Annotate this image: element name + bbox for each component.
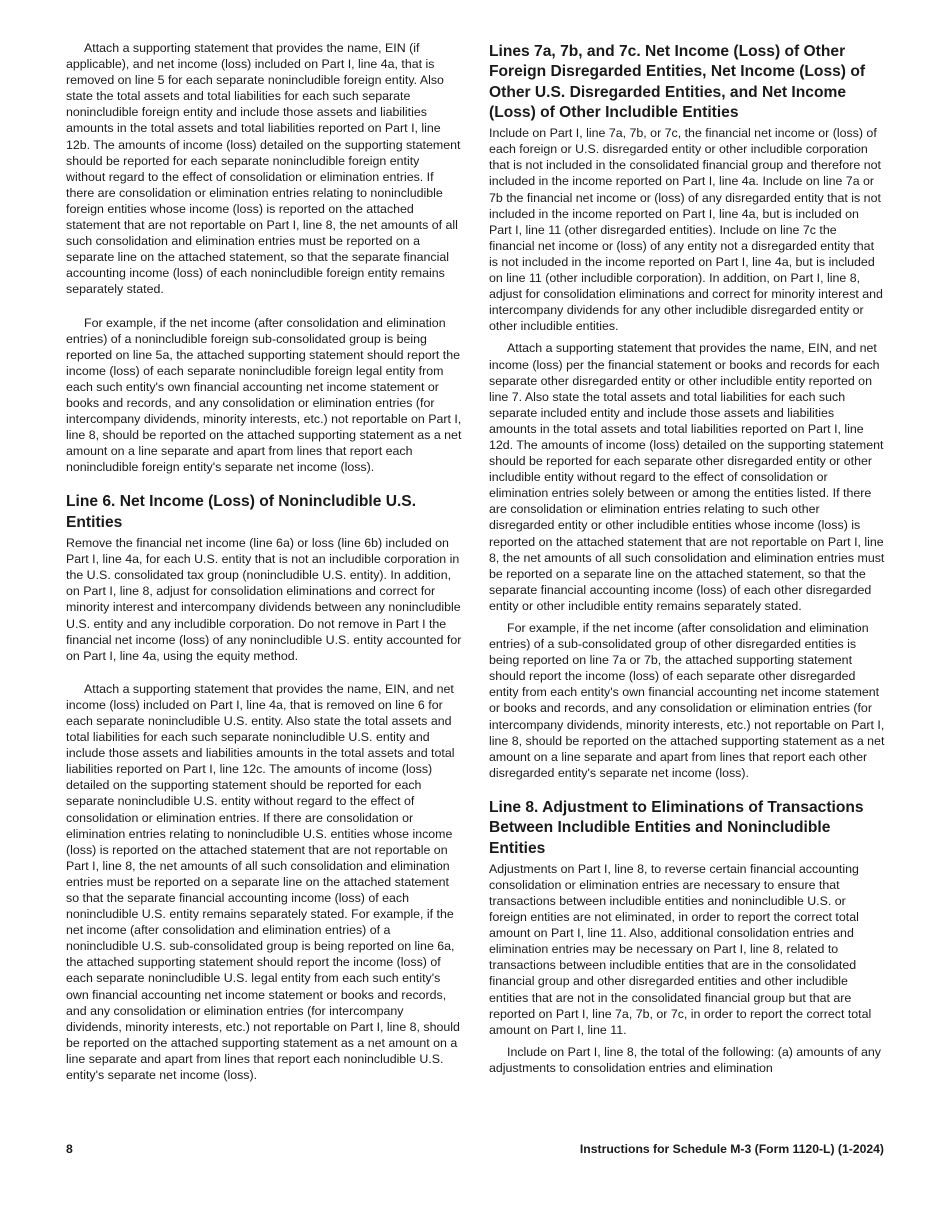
paragraph: For example, if the net income (after consolidation and elimination entries) of a sub-consolidated group of other disregarded entities is being reported on line 7a or 7b, the attached supporting statement should report the income (loss) of each separate other disregarded entity from each entity's own financial accounting net income statement or books and records, and any consolidation or elimination entries (for intercompany dividends, minority interests, etc.) not reportable on Part I, line 8, should be reported on the attached supporting statement as a net amount on a line separate and apart from lines that report each other disregarded entity's separate net income (loss). [489, 621, 885, 780]
page-number: 8 [66, 1142, 73, 1156]
paragraph: Adjustments on Part I, line 8, to reverse certain financial accounting consolidation or elimination entries are necessary to ensure that transactions between includible entities and nonincludible U.S. or foreign entities are not eliminated, in order to report the correct total amount on Part I, line 11. Also, additional consolidation entries and elimination entries may be necessary on Part I, line 8, related to transactions between includible entities that are in the consolidated financial group and other disregarded entities and other includible entities that are not in the consolidated financial group but that are reported on Part I, line 7a, 7b, or 7c, in order to report the correct total amount on Part I, line 11. [489, 861, 872, 1037]
paragraph: Include on Part I, line 7a, 7b, or 7c, the financial net income or (loss) of each foreign or U.S. disregarded entity or other includible corporation that is not included in the consolidated financial group and therefore not included in the income reported on Part I, line 4a. Include on line 7a or 7b the financial net income or (loss) of any disregarded entity that is not included in the income reported on Part I, line 4a, but is included on Part I, line 11 (other disregarded entities). Include on line 7c the financial net income or (loss) of any entity not a disregarded entity that is not included in the income reported on Part I, line 4a, but is included on line 11 (other includible corporation). In addition, on Part I, line 8, adjust for consolidation eliminations and correct for minority interest and intercompany dividends for any other includible disregarded entity or other includible entities. [489, 126, 883, 334]
paragraph: Attach a supporting statement that provides the name, EIN, and net income (loss) included on Part I, line 4a, that is removed on line 6 for each separate nonincludible U.S. entity. Also state the total assets and total liabilities for each such separate nonincludible U.S. entity and include those assets and liabilities amounts in the total assets and total liabilities reported on Part I, line 12c. The amounts of income (loss) detailed on the supporting statement should be reported for each separate nonincludible U.S. entity without regard to the effect of consolidation or elimination entries. If there are consolidation or elimination entries relating to nonincludible U.S. entities whose income (loss) is reported on the attached statement that are not reportable on Part I, line 8, the net amounts of all such consolidation and elimination entries must be reported on a separate line on the attached statement so that the separate financial accounting income (loss) of each nonincludible U.S. entity remains separately stated. For example, if the net income (after consolidation and elimination entries) of a nonincludible U.S. sub-consolidated group is being reported on line 6a, the attached supporting statement should report the income (loss) of each separate nonincludible U.S. legal entity from each such entity's own financial accounting net income statement or books and records, and any consolidation or elimination entries (for intercompany dividends, minority interests, etc.) not reportable on Part I, line 8, should be reported on the attached supporting statement as a net amount on a line separate and apart from lines that report each nonincludible U.S. entity's separate net income (loss). [66, 681, 460, 1083]
right-column [489, 42, 885, 1093]
section-heading-line-6: Line 6. Net Income (Loss) of Nonincludible U.S. Entities [66, 493, 417, 531]
document-title: Instructions for Schedule M-3 (Form 1120-L) (1-2024) [579, 1142, 884, 1156]
paragraph: For example, if the net income (after consolidation and elimination entries) of a nonincludible foreign sub-consolidated group is being reported on line 5a, the attached supporting statement should report the income (loss) of each separate nonincludible foreign legal entity from each such entity's own financial accounting net income statement or books and records, and any consolidation or elimination entries (for intercompany dividends, minority interests, etc.) not reportable on Part I, line 8, should be reported on the attached supporting statement as a net amount on a line separate and apart from lines that report each nonincludible foreign entity's separate net income (loss). [66, 315, 462, 475]
paragraph: Attach a supporting statement that provides the name, EIN, and net income (loss) per the financial statement or books and records for each separate other disregarded entity or other includible entity reported on line 7. Also state the total assets and total liabilities for each such separate included entity and include those assets and liabilities amounts in the total assets and total liabilities reported on Part I, line 12d. The amounts of income (loss) detailed on the supporting statement should be reported for each separate other disregarded entity or other includible entity without regard to the effect of consolidation or elimination entries solely between or among the entities listed. If there are consolidation or elimination entries relating to such other disregarded entity or other includible entities whose income (loss) is reported on the attached statement that are not reportable on Part I, line 8, the net amounts of all such consolidation and elimination entries must be reported on a separate line on the attached statement, so that the separate financial accounting income (loss) of each other disregarded entity or other includible entity remains separately stated. [489, 341, 885, 613]
section-heading-line-8: Line 8. Adjustment to Eliminations of Transactions Between Includible Entities and Nonincludible Entities [489, 798, 864, 857]
paragraph: Remove the financial net income (line 6a) or loss (line 6b) included on Part I, line 4a, for each U.S. entity that is not an includible corporation in the U.S. consolidated tax group (nonincludible U.S. entity). In addition, on Part I, line 8, adjust for consolidation eliminations and correct for minority interest and intercompany dividends between any nonincludible U.S. entity and any includible corporation. Do not remove in Part I the financial net income (loss) of any nonincludible U.S. entity accounted for on Part I, line 4a, using the equity method. [66, 536, 462, 663]
section-heading-lines-7: Lines 7a, 7b, and 7c. Net Income (Loss) of Other Foreign Disregarded Entities, Net Income (Loss) of Other U.S. Disregarded Entities, and Net Income (Loss) of Other Includible Entities [489, 43, 866, 121]
paragraph: Include on Part I, line 8, the total of the following: (a) amounts of any adjustments to consolidation entries and elimination [489, 1044, 882, 1075]
left-column [66, 40, 462, 1100]
paragraph: Attach a supporting statement that provides the name, EIN (if applicable), and net income (loss) included on Part I, line 4a, that is removed on line 5 for each separate nonincludible foreign entity. Also state the total assets and total liabilities for each such separate nonincludible foreign entity and include those assets and liabilities amounts in the total assets and total liabilities reported on Part I, line 12b. The amounts of income (loss) detailed on the supporting statement should be reported for each separate nonincludible foreign entity without regard to the effect of consolidation or elimination entries. If there are consolidation or elimination entries relating to nonincludible foreign entities whose income (loss) is reported on the attached statement that are not reportable on Part I, line 8, the net amounts of all such consolidation and elimination entries must be reported on a separate line on the attached statement, so that the separate financial accounting income (loss) of each nonincludible foreign entity remains separately stated. [66, 41, 461, 297]
